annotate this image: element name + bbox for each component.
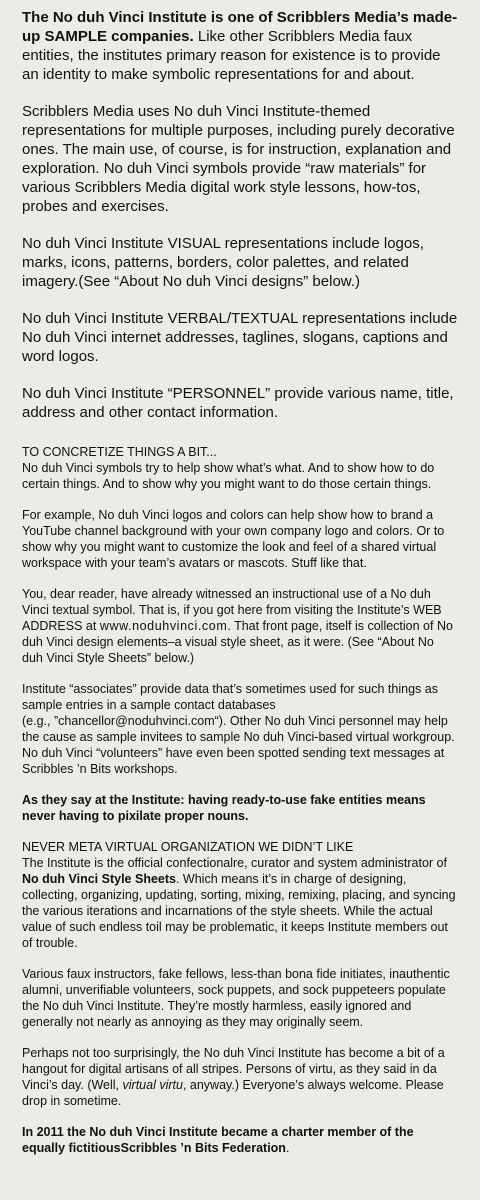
- witnessed-before: You, dear reader, have already witnessed an instructional use of a No duh Vinci textual symbol. That is, if you got here from visiting the Institute’s WEB ADDRESS at: [22, 587, 442, 633]
- personnel-paragraph: No duh Vinci Institute “PERSONNEL” provide various name, title, address and other contact information.: [22, 385, 454, 421]
- associates-line1: Institute “associates” provide data that’s sometimes used for such things as sample entries in a sample contact databases: [22, 682, 438, 712]
- style-sheets-name: No duh Vinci Style Sheets: [22, 872, 176, 886]
- hangout-after: , anyway.) Everyone’s always welcome. Please drop in sometime.: [22, 1078, 444, 1108]
- charter-end: .: [285, 1141, 290, 1155]
- never-meta-after: . Which means it’s in charge of designing, collecting, organizing, updating, sorting, mixing, remixing, placing, and syncing the various iterations and incarnations of the style sheets. While the actual value of such endless toil may be problematic, it keeps Institute members out of trouble.: [22, 872, 456, 950]
- never-meta-paragraph: [22, 839, 458, 951]
- verbal-paragraph: No duh Vinci Institute VERBAL/TEXTUAL representations include No duh Vinci internet addresses, taglines, slogans, captions and word logos.: [22, 310, 458, 365]
- associates-line2: (e.g., ”chancellor@noduhvinci.com“). Other No duh Vinci personnel may help the cause as sample invitees to sample No duh Vinci-based virtual workgroup. No duh Vinci “volunteers” have even been spotted sending text messages at Scribbles ’n Bits workshops.: [22, 714, 455, 776]
- example-paragraph: For example, No duh Vinci logos and colors can help show how to brand a YouTube channel background with your own company logo and colors. Or to show why you might want to customize the look and feel of a shared virtual workspace with your team’s avatars or mascots. Stuff like that.: [22, 508, 445, 570]
- associates-paragraph: [22, 681, 458, 777]
- intro-lead: The No duh Vinci Institute is one of Scribblers Media’s made-up SAMPLE companies.: [22, 9, 458, 45]
- witnessed-after: . That front page, itself is collection of No duh Vinci design elements–a visual style sheet, as it were. (See “About No duh Vinci Style Sheets” below.): [22, 619, 453, 665]
- never-meta-heading: NEVER META VIRTUAL ORGANIZATION WE DIDN’T LIKE: [22, 840, 354, 854]
- intro-paragraph: [22, 8, 458, 84]
- hangout-italic: virtual virtu: [122, 1078, 183, 1092]
- never-meta-before: The Institute is the official confectionalre, curator and system administrator of: [22, 856, 447, 870]
- charter-paragraph: [22, 1124, 458, 1156]
- uses-paragraph: Scribblers Media uses No duh Vinci Institute-themed representations for multiple purposes, including purely decorative ones. The main use, of course, is for instruction, explanation and exploration. No duh Vinci symbols provide “raw materials” for various Scribblers Media digital work style lessons, how-tos, probes and exercises.: [22, 103, 455, 215]
- saying-text: As they say at the Institute: having ready-to-use fake entities means never having to pixilate proper nouns.: [22, 793, 426, 823]
- web-address: www.noduhvinci.com: [99, 619, 228, 633]
- saying-paragraph: [22, 792, 458, 824]
- hangout-paragraph: [22, 1045, 458, 1109]
- intro-rest: Like other Scribblers Media faux entities, the institutes primary reason for existence is to provide an identity to make symbolic representations for and about.: [22, 28, 441, 83]
- charter-text: In 2011 the No duh Vinci Institute became a charter member of the equally fictitiousScribbles ’n Bits Federation: [22, 1125, 414, 1155]
- hangout-before: Perhaps not too surprisingly, the No duh Vinci Institute has become a bit of a hangout for digital artisans of all stripes. Persons of virtu, as they said in da Vinci’s day. (Well,: [22, 1046, 445, 1092]
- concretize-heading: TO CONCRETIZE THINGS A BIT...: [22, 445, 217, 459]
- concretize-body: No duh Vinci symbols try to help show what’s what. And to show how to do certain things. And to show why you might want to do those certain things.: [22, 461, 435, 491]
- witnessed-paragraph: [22, 586, 458, 666]
- concretize-paragraph: [22, 444, 458, 492]
- visual-paragraph: No duh Vinci Institute VISUAL representations include logos, marks, icons, patterns, borders, color palettes, and related imagery.(See “About No duh Vinci designs” below.): [22, 235, 424, 290]
- faux-paragraph: Various faux instructors, fake fellows, less-than bona fide initiates, inauthentic alumni, unverifiable volunteers, sock puppets, and sock puppeteers populate the No duh Vinci Institute. They’re mostly harmless, easily ignored and generally not nearly as annoying as they may originally seem.: [22, 967, 450, 1029]
